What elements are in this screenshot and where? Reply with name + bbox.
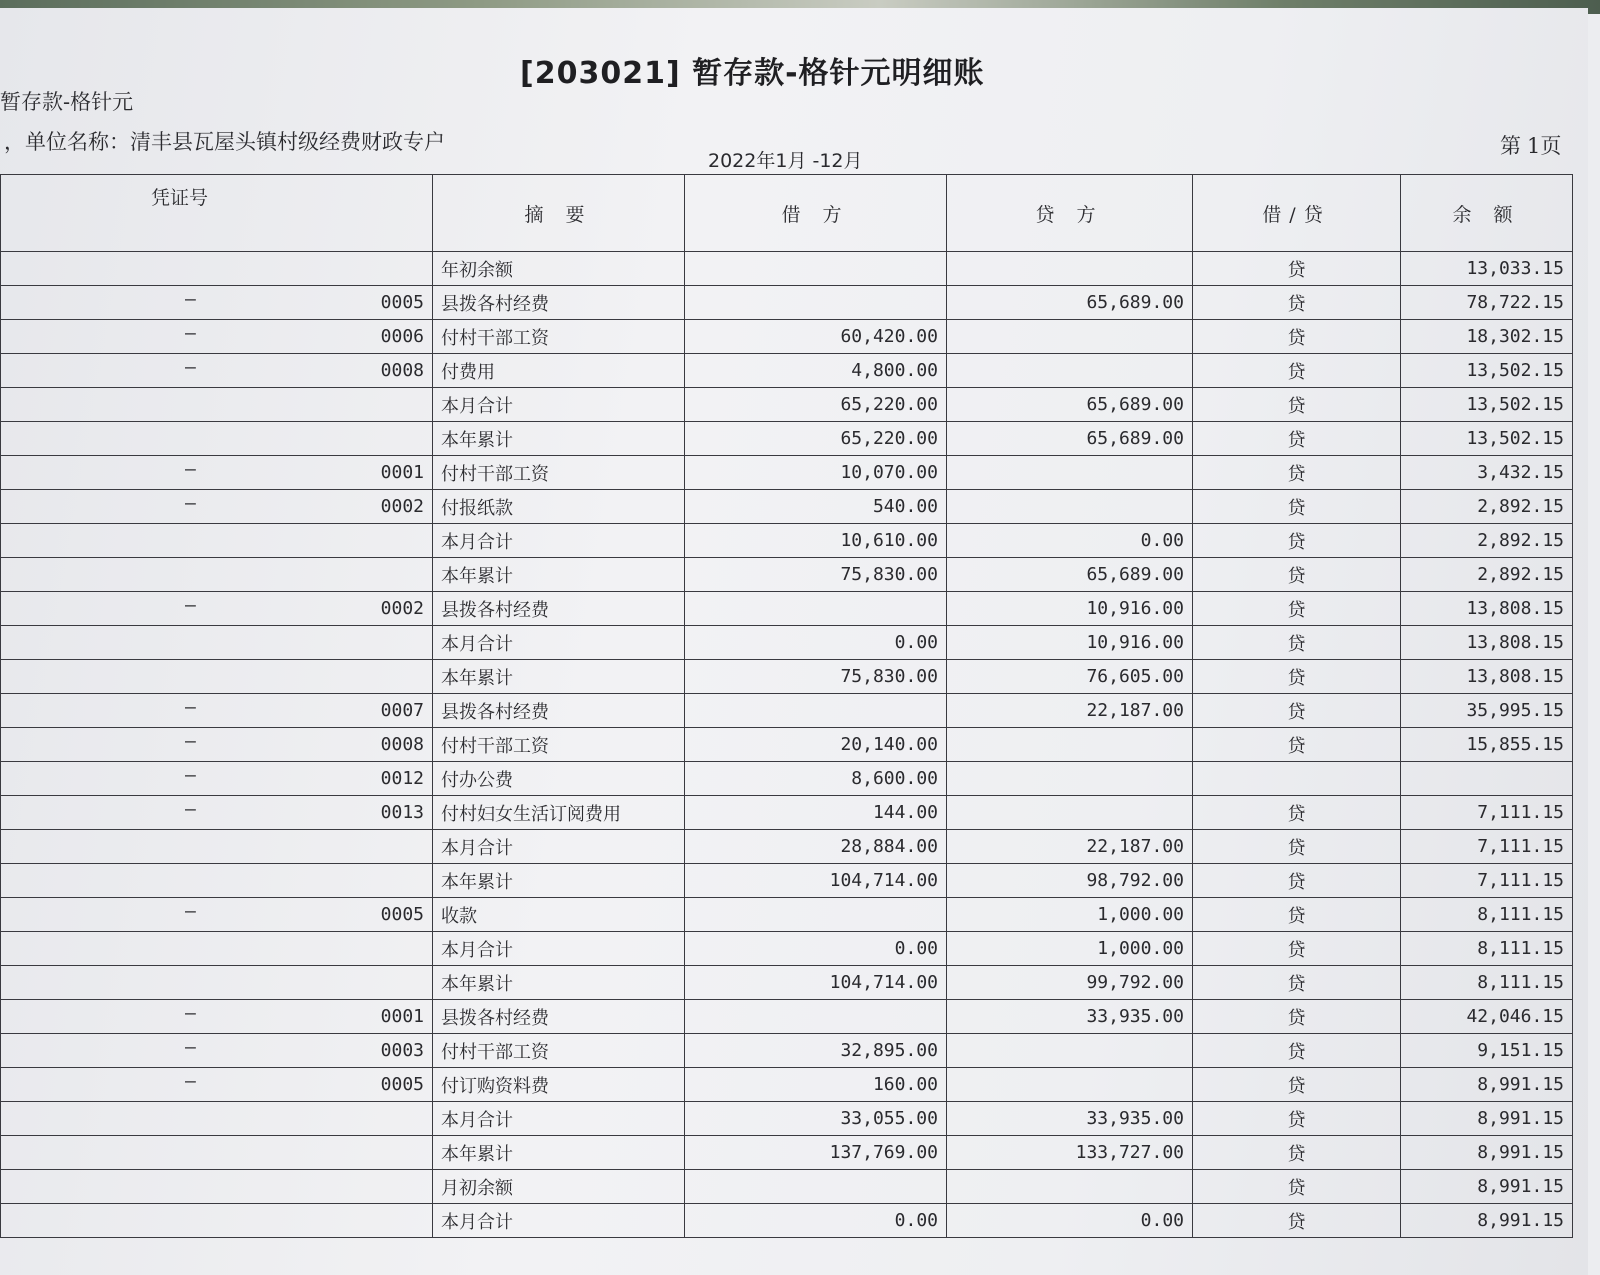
- ledger-table: [0, 174, 1573, 1238]
- credit-cell: 10,916.00: [947, 626, 1193, 660]
- dc-cell: 贷: [1193, 320, 1401, 354]
- voucher-cell: [1, 592, 433, 626]
- unit-name: ，单位名称：清丰县瓦屋头镇村级经费财政专户: [4, 130, 445, 154]
- debit-cell: 540.00: [685, 490, 947, 524]
- credit-cell: 1,000.00: [947, 898, 1193, 932]
- ledger-title: [203021] 暂存款-格针元明细账: [520, 56, 985, 91]
- debit-cell: [685, 1170, 947, 1204]
- table-row: [1, 524, 1573, 558]
- balance-cell: 18,302.15: [1401, 320, 1573, 354]
- dc-cell: 贷: [1193, 932, 1401, 966]
- balance-cell: 8,111.15: [1401, 966, 1573, 1000]
- voucher-cell: [1, 830, 433, 864]
- voucher-cell: [1, 252, 433, 286]
- voucher-dash: –: [185, 595, 196, 616]
- credit-cell: [947, 320, 1193, 354]
- table-row: [1, 1034, 1573, 1068]
- voucher-dash: –: [185, 459, 196, 480]
- dc-cell: 贷: [1193, 1204, 1401, 1238]
- voucher-number: 0001: [380, 1006, 424, 1027]
- summary-cell: 本月合计: [433, 626, 685, 660]
- summary-cell: 本月合计: [433, 1204, 685, 1238]
- credit-cell: [947, 1170, 1193, 1204]
- debit-cell: [685, 694, 947, 728]
- credit-cell: [947, 762, 1193, 796]
- col-header-debit: 借 方: [685, 175, 947, 252]
- debit-cell: 4,800.00: [685, 354, 947, 388]
- credit-cell: [947, 796, 1193, 830]
- summary-cell: 本年累计: [433, 966, 685, 1000]
- summary-cell: 付村干部工资: [433, 1034, 685, 1068]
- summary-cell: 县拨各村经费: [433, 286, 685, 320]
- credit-cell: 22,187.00: [947, 830, 1193, 864]
- table-row: [1, 1170, 1573, 1204]
- dc-cell: 贷: [1193, 1000, 1401, 1034]
- voucher-cell: [1, 898, 433, 932]
- balance-cell: 9,151.15: [1401, 1034, 1573, 1068]
- table-row: [1, 490, 1573, 524]
- table-row: [1, 796, 1573, 830]
- credit-cell: 1,000.00: [947, 932, 1193, 966]
- voucher-cell: [1, 490, 433, 524]
- summary-cell: 付村干部工资: [433, 456, 685, 490]
- table-row: [1, 592, 1573, 626]
- summary-cell: 付村干部工资: [433, 728, 685, 762]
- balance-cell: 8,991.15: [1401, 1204, 1573, 1238]
- voucher-dash: –: [185, 323, 196, 344]
- balance-cell: 13,502.15: [1401, 388, 1573, 422]
- table-row: [1, 388, 1573, 422]
- debit-cell: 0.00: [685, 1204, 947, 1238]
- voucher-dash: –: [185, 765, 196, 786]
- balance-cell: 2,892.15: [1401, 524, 1573, 558]
- dc-cell: 贷: [1193, 1102, 1401, 1136]
- summary-cell: 月初余额: [433, 1170, 685, 1204]
- debit-cell: 28,884.00: [685, 830, 947, 864]
- table-row: [1, 898, 1573, 932]
- summary-cell: 县拨各村经费: [433, 1000, 685, 1034]
- summary-cell: 本年累计: [433, 864, 685, 898]
- balance-cell: 8,991.15: [1401, 1102, 1573, 1136]
- dc-cell: 贷: [1193, 626, 1401, 660]
- balance-cell: 7,111.15: [1401, 864, 1573, 898]
- debit-cell: 33,055.00: [685, 1102, 947, 1136]
- balance-cell: 35,995.15: [1401, 694, 1573, 728]
- table-row: [1, 830, 1573, 864]
- credit-cell: 0.00: [947, 1204, 1193, 1238]
- summary-cell: 本月合计: [433, 524, 685, 558]
- voucher-cell: [1, 558, 433, 592]
- summary-cell: 年初余额: [433, 252, 685, 286]
- col-header-balance: 余 额: [1401, 175, 1573, 252]
- header-row: [1, 175, 1573, 252]
- col-header-summary: 摘 要: [433, 175, 685, 252]
- voucher-number: 0006: [380, 326, 424, 347]
- summary-cell: 付订购资料费: [433, 1068, 685, 1102]
- dc-cell: 贷: [1193, 388, 1401, 422]
- summary-cell: 本月合计: [433, 830, 685, 864]
- credit-cell: 33,935.00: [947, 1102, 1193, 1136]
- balance-cell: 13,808.15: [1401, 660, 1573, 694]
- summary-cell: 收款: [433, 898, 685, 932]
- balance-cell: 8,111.15: [1401, 932, 1573, 966]
- credit-cell: 0.00: [947, 524, 1193, 558]
- table-row: [1, 864, 1573, 898]
- page-prefix: 第: [1500, 134, 1521, 158]
- voucher-cell: [1, 1000, 433, 1034]
- balance-cell: 13,502.15: [1401, 354, 1573, 388]
- table-row: [1, 1204, 1573, 1238]
- balance-cell: 2,892.15: [1401, 558, 1573, 592]
- balance-cell: 3,432.15: [1401, 456, 1573, 490]
- col-header-dc: 借/贷: [1193, 175, 1401, 252]
- voucher-cell: [1, 966, 433, 1000]
- voucher-dash: –: [185, 493, 196, 514]
- voucher-dash: –: [185, 799, 196, 820]
- page-value: 1页: [1527, 134, 1562, 158]
- debit-cell: 160.00: [685, 1068, 947, 1102]
- debit-cell: 10,070.00: [685, 456, 947, 490]
- voucher-number: 0008: [380, 360, 424, 381]
- voucher-cell: [1, 728, 433, 762]
- dc-cell: 贷: [1193, 524, 1401, 558]
- col-header-voucher: 凭证号: [1, 175, 433, 252]
- table-row: [1, 558, 1573, 592]
- voucher-cell: [1, 762, 433, 796]
- debit-cell: 60,420.00: [685, 320, 947, 354]
- credit-cell: 99,792.00: [947, 966, 1193, 1000]
- summary-cell: 付办公费: [433, 762, 685, 796]
- voucher-cell: [1, 456, 433, 490]
- voucher-cell: [1, 626, 433, 660]
- debit-cell: 65,220.00: [685, 422, 947, 456]
- voucher-number: 0005: [380, 1074, 424, 1095]
- debit-cell: 104,714.00: [685, 966, 947, 1000]
- voucher-cell: [1, 864, 433, 898]
- voucher-number: 0005: [380, 904, 424, 925]
- dc-cell: 贷: [1193, 796, 1401, 830]
- summary-cell: 付报纸款: [433, 490, 685, 524]
- voucher-cell: [1, 388, 433, 422]
- dc-cell: [1193, 762, 1401, 796]
- credit-cell: 133,727.00: [947, 1136, 1193, 1170]
- balance-cell: 42,046.15: [1401, 1000, 1573, 1034]
- summary-cell: 付村干部工资: [433, 320, 685, 354]
- col-header-credit: 贷 方: [947, 175, 1193, 252]
- debit-cell: 8,600.00: [685, 762, 947, 796]
- voucher-number: 0005: [380, 292, 424, 313]
- debit-cell: 20,140.00: [685, 728, 947, 762]
- voucher-dash: –: [185, 1071, 196, 1092]
- voucher-number: 0002: [380, 598, 424, 619]
- credit-cell: 65,689.00: [947, 286, 1193, 320]
- voucher-number: 0008: [380, 734, 424, 755]
- dc-cell: 贷: [1193, 694, 1401, 728]
- balance-cell: 13,808.15: [1401, 592, 1573, 626]
- balance-cell: 15,855.15: [1401, 728, 1573, 762]
- debit-cell: [685, 898, 947, 932]
- dc-cell: 贷: [1193, 898, 1401, 932]
- table-row: [1, 354, 1573, 388]
- summary-cell: 本月合计: [433, 388, 685, 422]
- table-row: [1, 320, 1573, 354]
- voucher-dash: –: [185, 357, 196, 378]
- voucher-cell: [1, 1204, 433, 1238]
- balance-cell: 2,892.15: [1401, 490, 1573, 524]
- table-row: [1, 1102, 1573, 1136]
- credit-cell: [947, 456, 1193, 490]
- credit-cell: 33,935.00: [947, 1000, 1193, 1034]
- summary-cell: 付村妇女生活订阅费用: [433, 796, 685, 830]
- dc-cell: 贷: [1193, 1034, 1401, 1068]
- voucher-cell: [1, 1136, 433, 1170]
- table-row: [1, 660, 1573, 694]
- voucher-dash: –: [185, 289, 196, 310]
- balance-cell: 13,033.15: [1401, 252, 1573, 286]
- summary-cell: 本年累计: [433, 422, 685, 456]
- table-row: [1, 728, 1573, 762]
- credit-cell: [947, 1034, 1193, 1068]
- table-row: [1, 1000, 1573, 1034]
- voucher-cell: [1, 422, 433, 456]
- debit-cell: 32,895.00: [685, 1034, 947, 1068]
- table-row: [1, 694, 1573, 728]
- voucher-number: 0007: [380, 700, 424, 721]
- credit-cell: 98,792.00: [947, 864, 1193, 898]
- voucher-cell: [1, 932, 433, 966]
- voucher-number: 0012: [380, 768, 424, 789]
- balance-cell: 8,991.15: [1401, 1136, 1573, 1170]
- voucher-dash: –: [185, 1037, 196, 1058]
- debit-cell: 104,714.00: [685, 864, 947, 898]
- summary-cell: 本年累计: [433, 660, 685, 694]
- voucher-number: 0003: [380, 1040, 424, 1061]
- table-row: [1, 286, 1573, 320]
- balance-cell: [1401, 762, 1573, 796]
- dc-cell: 贷: [1193, 456, 1401, 490]
- credit-cell: 65,689.00: [947, 558, 1193, 592]
- dc-cell: 贷: [1193, 558, 1401, 592]
- credit-cell: 10,916.00: [947, 592, 1193, 626]
- credit-cell: 76,605.00: [947, 660, 1193, 694]
- page-number: [1500, 130, 1561, 160]
- debit-cell: [685, 592, 947, 626]
- account-name: 暂存款-格针元: [0, 90, 134, 114]
- voucher-cell: [1, 796, 433, 830]
- dc-cell: 贷: [1193, 966, 1401, 1000]
- voucher-cell: [1, 694, 433, 728]
- dc-cell: 贷: [1193, 660, 1401, 694]
- ledger-body: [1, 252, 1573, 1238]
- voucher-dash: –: [185, 731, 196, 752]
- balance-cell: 8,111.15: [1401, 898, 1573, 932]
- debit-cell: 0.00: [685, 626, 947, 660]
- debit-cell: 75,830.00: [685, 660, 947, 694]
- credit-cell: [947, 728, 1193, 762]
- credit-cell: [947, 354, 1193, 388]
- credit-cell: [947, 490, 1193, 524]
- credit-cell: [947, 252, 1193, 286]
- balance-cell: 7,111.15: [1401, 796, 1573, 830]
- balance-cell: 13,502.15: [1401, 422, 1573, 456]
- voucher-dash: –: [185, 697, 196, 718]
- voucher-cell: [1, 320, 433, 354]
- voucher-cell: [1, 286, 433, 320]
- summary-cell: 本年累计: [433, 1136, 685, 1170]
- dc-cell: 贷: [1193, 252, 1401, 286]
- table-row: [1, 762, 1573, 796]
- debit-cell: [685, 1000, 947, 1034]
- voucher-number: 0013: [380, 802, 424, 823]
- dc-cell: 贷: [1193, 286, 1401, 320]
- voucher-cell: [1, 1170, 433, 1204]
- balance-cell: 78,722.15: [1401, 286, 1573, 320]
- dc-cell: 贷: [1193, 1068, 1401, 1102]
- voucher-cell: [1, 1102, 433, 1136]
- debit-cell: 10,610.00: [685, 524, 947, 558]
- dc-cell: 贷: [1193, 422, 1401, 456]
- credit-cell: 65,689.00: [947, 388, 1193, 422]
- dc-cell: 贷: [1193, 592, 1401, 626]
- debit-cell: 65,220.00: [685, 388, 947, 422]
- debit-cell: 75,830.00: [685, 558, 947, 592]
- table-row: [1, 1068, 1573, 1102]
- voucher-cell: [1, 660, 433, 694]
- table-row: [1, 626, 1573, 660]
- voucher-cell: [1, 354, 433, 388]
- credit-cell: 22,187.00: [947, 694, 1193, 728]
- summary-cell: 县拨各村经费: [433, 694, 685, 728]
- table-row: [1, 422, 1573, 456]
- balance-cell: 13,808.15: [1401, 626, 1573, 660]
- summary-cell: 县拨各村经费: [433, 592, 685, 626]
- dc-cell: 贷: [1193, 1136, 1401, 1170]
- debit-cell: [685, 286, 947, 320]
- summary-cell: 本月合计: [433, 932, 685, 966]
- table-row: [1, 1136, 1573, 1170]
- voucher-dash: –: [185, 901, 196, 922]
- summary-cell: 本年累计: [433, 558, 685, 592]
- voucher-dash: –: [185, 1003, 196, 1024]
- dc-cell: 贷: [1193, 830, 1401, 864]
- summary-cell: 本月合计: [433, 1102, 685, 1136]
- balance-cell: 8,991.15: [1401, 1170, 1573, 1204]
- ledger-period: 2022年1月 -12月: [708, 150, 863, 172]
- debit-cell: 0.00: [685, 932, 947, 966]
- table-row: [1, 456, 1573, 490]
- voucher-number: 0001: [380, 462, 424, 483]
- debit-cell: 144.00: [685, 796, 947, 830]
- table-row: [1, 932, 1573, 966]
- voucher-cell: [1, 1068, 433, 1102]
- voucher-number: 0002: [380, 496, 424, 517]
- dc-cell: 贷: [1193, 1170, 1401, 1204]
- voucher-cell: [1, 1034, 433, 1068]
- table-row: [1, 252, 1573, 286]
- debit-cell: [685, 252, 947, 286]
- voucher-cell: [1, 524, 433, 558]
- dc-cell: 贷: [1193, 490, 1401, 524]
- balance-cell: 7,111.15: [1401, 830, 1573, 864]
- dc-cell: 贷: [1193, 864, 1401, 898]
- credit-cell: 65,689.00: [947, 422, 1193, 456]
- summary-cell: 付费用: [433, 354, 685, 388]
- ledger-sheet: [0, 8, 1588, 1275]
- debit-cell: 137,769.00: [685, 1136, 947, 1170]
- dc-cell: 贷: [1193, 354, 1401, 388]
- dc-cell: 贷: [1193, 728, 1401, 762]
- table-row: [1, 966, 1573, 1000]
- balance-cell: 8,991.15: [1401, 1068, 1573, 1102]
- credit-cell: [947, 1068, 1193, 1102]
